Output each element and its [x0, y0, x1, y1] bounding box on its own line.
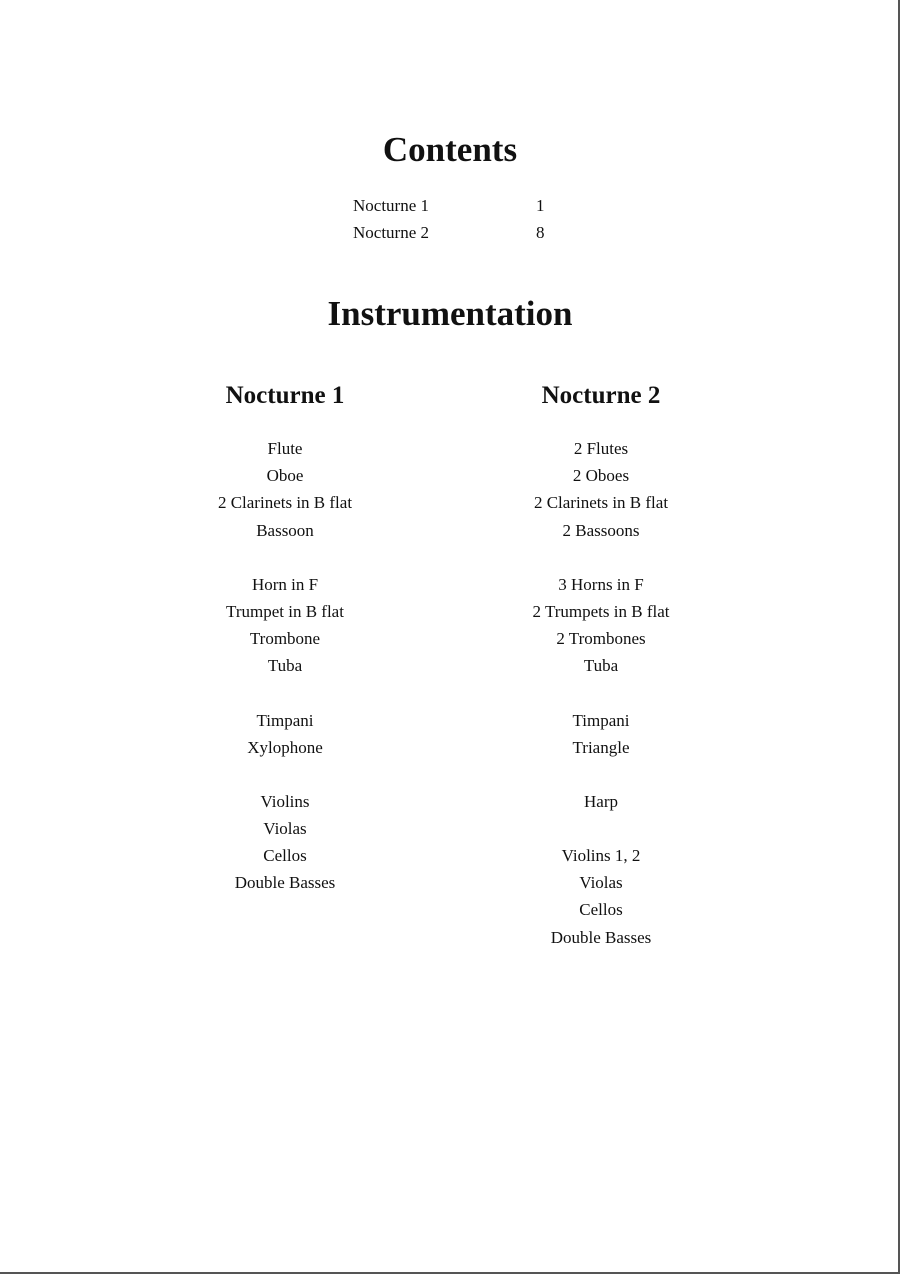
instrument-item: 2 Trumpets in B flat: [532, 601, 670, 621]
toc-entry: [353, 192, 573, 219]
instrumentation-title: Instrumentation: [327, 294, 573, 333]
percussion-group: [451, 707, 751, 761]
woodwind-group: [451, 435, 751, 544]
brass-group: [135, 571, 435, 680]
instrumentation-column-nocturne-2: [451, 378, 751, 978]
instrument-item: Trombone: [249, 629, 321, 649]
strings-group: [451, 842, 751, 951]
instrument-item: Flute: [267, 439, 303, 458]
instrumentation-column-nocturne-1: [135, 378, 435, 924]
toc-entry: [353, 219, 573, 246]
column-heading: Nocturne 1: [225, 382, 345, 409]
toc-entry-page: 8: [536, 223, 545, 242]
toc-entry-label: Nocturne 1: [353, 196, 430, 215]
instrument-item: Double Basses: [234, 873, 336, 893]
instrument-item: Timpani: [256, 710, 314, 730]
toc-entry-label: Nocturne 2: [353, 223, 430, 242]
table-of-contents: [353, 192, 573, 246]
instrument-item: Violins 1, 2: [561, 846, 641, 866]
woodwind-group: [135, 435, 435, 544]
instrument-item: Timpani: [572, 710, 630, 730]
column-heading: Nocturne 2: [541, 382, 661, 409]
instrument-item: 2 Bassoons: [562, 520, 640, 540]
instrument-item: Trumpet in B flat: [226, 601, 344, 621]
instrument-item: Cellos: [263, 846, 307, 866]
instrument-item: 2 Trombones: [556, 629, 646, 649]
instrument-item: 3 Horns in F: [558, 574, 644, 594]
toc-entry-page: 1: [536, 196, 545, 215]
brass-group: [451, 571, 751, 680]
instrument-item: Violas: [263, 819, 307, 839]
instrument-item: Harp: [584, 791, 618, 811]
instrument-item: 2 Oboes: [572, 466, 630, 486]
instrument-item: Horn in F: [251, 574, 319, 594]
contents-title: Contents: [382, 130, 518, 169]
instrument-item: Violins: [260, 791, 310, 811]
strings-group: [135, 788, 435, 897]
instrument-item: Xylophone: [247, 737, 323, 757]
instrument-item: Double Basses: [550, 927, 652, 947]
instrument-item: 2 Clarinets in B flat: [217, 493, 353, 513]
instrument-item: 2 Clarinets in B flat: [533, 493, 669, 513]
instrument-item: 2 Flutes: [573, 439, 629, 458]
instrument-item: Bassoon: [256, 520, 314, 540]
instrument-item: Violas: [579, 873, 623, 893]
percussion-group: [135, 707, 435, 761]
instrument-item: Triangle: [572, 737, 630, 757]
instrument-item: Oboe: [266, 466, 304, 486]
instrument-item: Tuba: [583, 656, 619, 676]
instrument-item: Tuba: [267, 656, 303, 676]
harp-group: [451, 788, 751, 815]
instrument-item: Cellos: [579, 900, 623, 920]
